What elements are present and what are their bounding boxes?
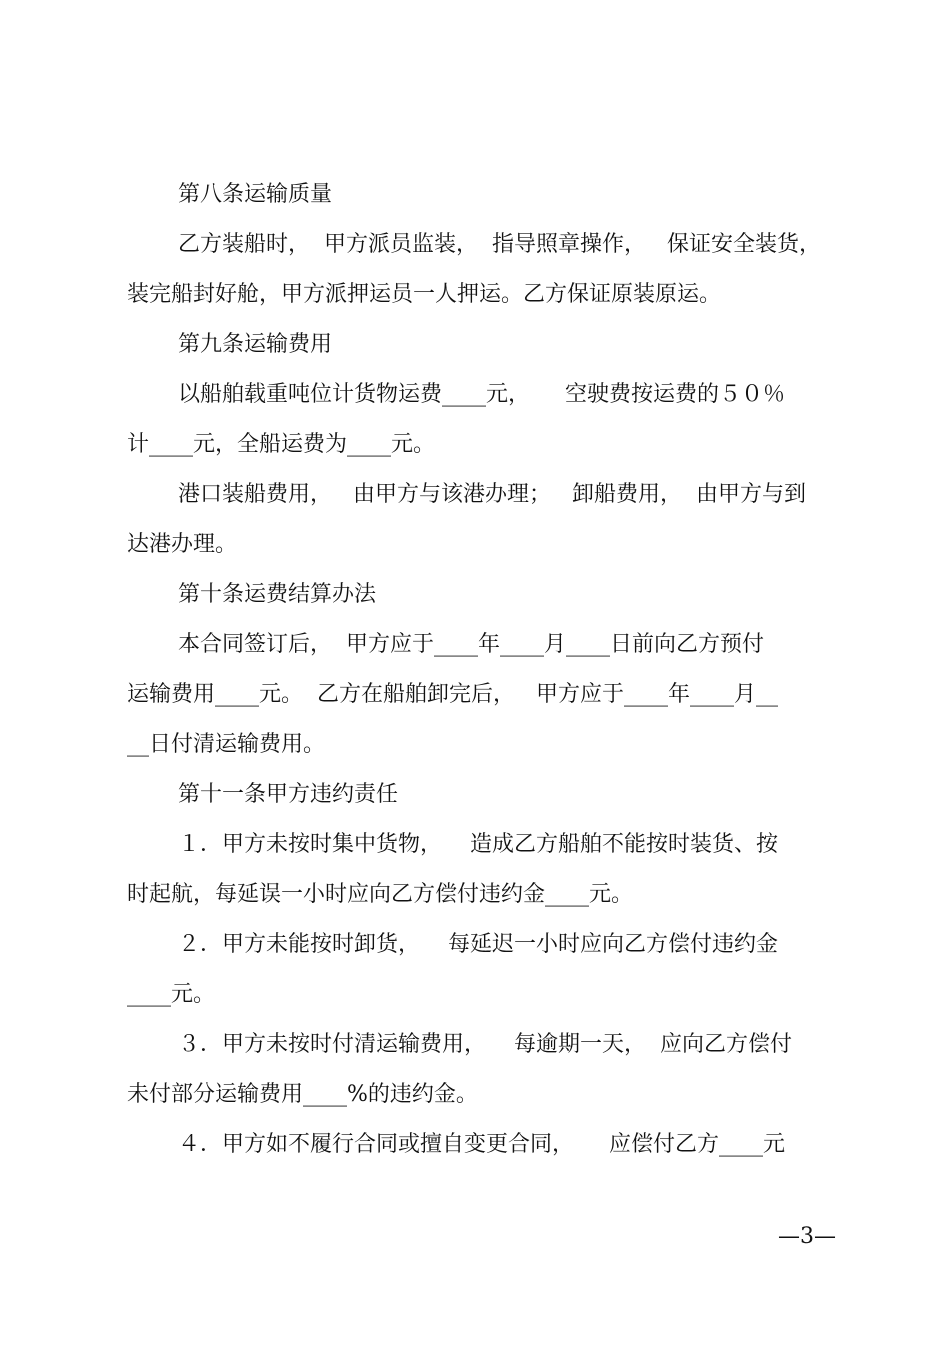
clause-2-line: ____元。 <box>127 982 216 1007</box>
clause-1-line: １．甲方未按时集中货物， 造成乙方船舶不能按时装货、按 <box>178 832 778 857</box>
paragraph-line: __日付清运输费用。 <box>127 732 326 757</box>
paragraph-line: 计____元，全船运费为____元。 <box>127 432 436 457</box>
paragraph-line: 本合同签订后， 甲方应于____年____月____日前向乙方预付 <box>178 632 764 657</box>
article-10-heading: 第十条运费结算办法 <box>178 582 377 607</box>
article-8-heading: 第八条运输质量 <box>178 182 333 207</box>
paragraph-line: 装完船封好舱，甲方派押运员一人押运。乙方保证原装原运。 <box>127 282 722 307</box>
article-9-heading: 第九条运输费用 <box>178 332 333 357</box>
page-number: —3— <box>778 1224 836 1249</box>
paragraph-line: 乙方装船时， 甲方派员监装， 指导照章操作， 保证安全装货， <box>178 232 821 257</box>
clause-2-line: ２．甲方未能按时卸货， 每延迟一小时应向乙方偿付违约金 <box>178 932 778 957</box>
article-11-heading: 第十一条甲方违约责任 <box>178 782 399 807</box>
paragraph-line: 港口装船费用， 由甲方与该港办理； 卸船费用， 由甲方与到 <box>178 482 806 507</box>
paragraph-line: 以船舶载重吨位计货物运费____元， 空驶费按运费的５０％ <box>178 382 785 407</box>
clause-4-line: ４．甲方如不履行合同或擅自变更合同， 应偿付乙方____元 <box>178 1132 785 1157</box>
paragraph-line: 达港办理。 <box>127 532 238 557</box>
clause-3-line: ３．甲方未按时付清运输费用， 每逾期一天， 应向乙方偿付 <box>178 1032 792 1057</box>
clause-1-line: 时起航，每延误一小时应向乙方偿付违约金____元。 <box>127 882 634 907</box>
paragraph-line: 运输费用____元。 乙方在船舶卸完后， 甲方应于____年____月__ <box>127 682 778 707</box>
clause-3-line: 未付部分运输费用____%的违约金。 <box>127 1082 478 1107</box>
